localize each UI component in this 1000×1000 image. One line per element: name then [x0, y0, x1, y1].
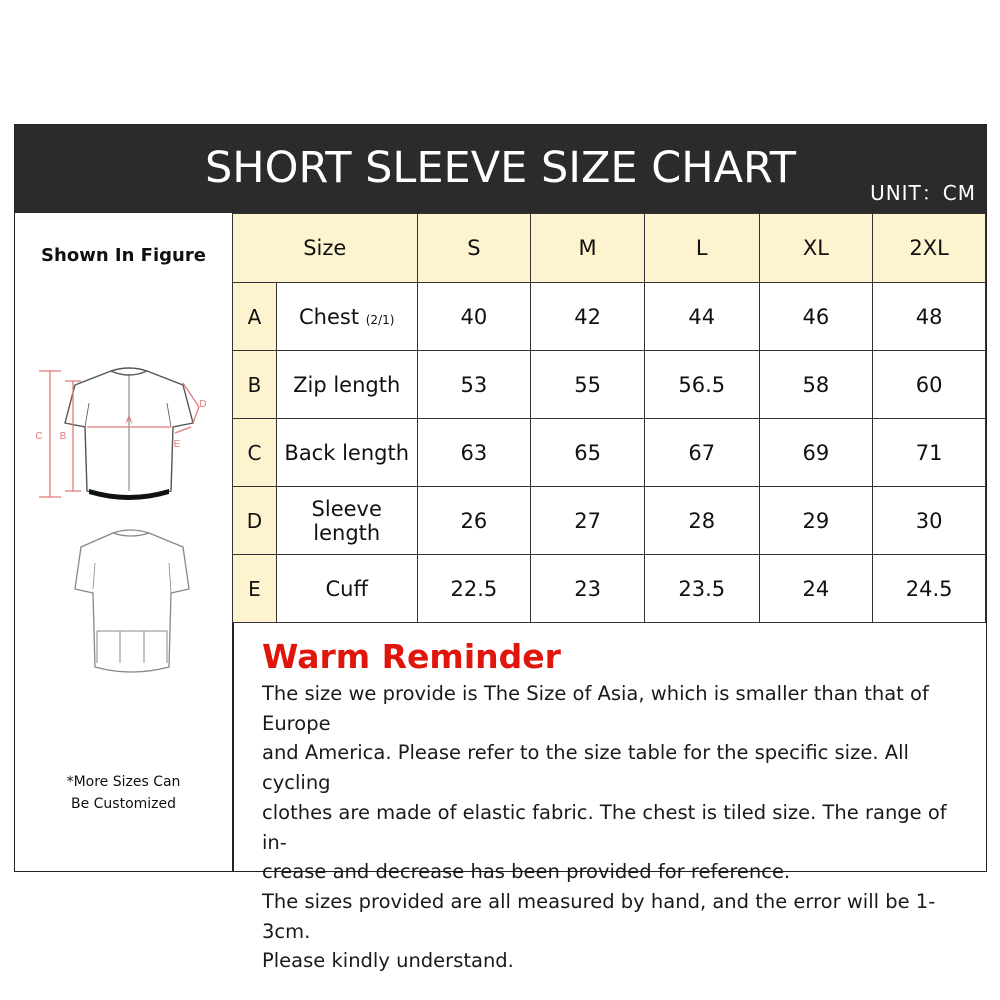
table-cell: 23.5: [644, 555, 759, 623]
size-header-cell: Size: [233, 214, 418, 283]
table-cell: 44: [644, 283, 759, 351]
row-label: [276, 283, 417, 351]
reminder-line: Please kindly understand.: [262, 949, 514, 973]
table-row: [233, 487, 986, 555]
row-label: Sleeve length: [276, 487, 417, 555]
size-column-s: S: [417, 214, 531, 283]
table-cell: 67: [644, 419, 759, 487]
jersey-illustration: [33, 363, 223, 713]
row-letter: D: [233, 487, 277, 555]
table-cell: 30: [873, 487, 986, 555]
row-label-text: Chest: [298, 304, 360, 329]
table-cell: 24.5: [873, 555, 986, 623]
table-cell: 69: [759, 419, 873, 487]
reminder-line: The size we provide is The Size of Asia, which is smaller than that of Europe: [262, 682, 929, 735]
size-column-2xl: 2XL: [873, 214, 986, 283]
size-table: [232, 213, 986, 623]
table-cell: 26: [417, 487, 531, 555]
reminder-line: The sizes provided are all measured by hand, and the error will be 1-3cm.: [262, 889, 936, 943]
jersey-back-outline: [75, 530, 189, 672]
table-cell: 58: [759, 351, 873, 419]
reminder-line: clothes are made of elastic fabric. The chest is tiled size. The range of in-: [262, 800, 947, 854]
figure-letter-e: E: [173, 439, 181, 450]
table-cell: 71: [873, 419, 986, 487]
figure-letter-d: D: [199, 399, 207, 410]
size-column-xl: XL: [759, 214, 873, 283]
chart-header: [15, 125, 986, 213]
table-cell: 24: [759, 555, 873, 623]
figure-letter-c: C: [35, 431, 43, 442]
reminder-title: Warm Reminder: [262, 637, 561, 676]
table-cell: 42: [531, 283, 645, 351]
customize-note-line-2: Be Customized: [70, 796, 177, 812]
row-label: Zip length: [276, 351, 417, 419]
table-cell: 63: [417, 419, 531, 487]
warm-reminder: [248, 623, 986, 973]
figure-letter-b: B: [59, 431, 67, 442]
table-cell: 55: [531, 351, 645, 419]
size-column-l: L: [644, 214, 759, 283]
row-letter: B: [233, 351, 277, 419]
reminder-text: [262, 679, 974, 976]
reminder-line: crease and decrease has been provided for reference.: [262, 860, 791, 884]
table-row: [233, 283, 986, 351]
table-cell: 53: [417, 351, 531, 419]
table-cell: 65: [531, 419, 645, 487]
table-cell: 48: [873, 283, 986, 351]
row-label: Cuff: [276, 555, 417, 623]
table-cell: 56.5: [644, 351, 759, 419]
unit-label: UNIT：CM: [870, 181, 976, 205]
customize-note-line-1: *More Sizes Can: [66, 774, 181, 790]
customize-note: [15, 771, 232, 815]
row-sublabel: (2/1): [365, 312, 395, 327]
figure-letter-a: A: [125, 415, 133, 426]
table-cell: 46: [759, 283, 873, 351]
table-row: [233, 351, 986, 419]
size-chart: [14, 124, 987, 973]
chart-title: SHORT SLEEVE SIZE CHART: [204, 143, 797, 193]
row-letter: A: [233, 283, 277, 351]
table-cell: 22.5: [417, 555, 531, 623]
table-cell: 27: [531, 487, 645, 555]
table-cell: 23: [531, 555, 645, 623]
table-row: [233, 419, 986, 487]
shown-in-figure-label: Shown In Figure: [41, 245, 206, 266]
row-label: Back length: [276, 419, 417, 487]
table-row: [233, 555, 986, 623]
table-cell: 60: [873, 351, 986, 419]
figure-panel: [15, 213, 234, 871]
row-letter: C: [233, 419, 277, 487]
row-letter: E: [233, 555, 277, 623]
table-header-row: [233, 214, 986, 283]
table-cell: 40: [417, 283, 531, 351]
table-cell: 29: [759, 487, 873, 555]
table-cell: 28: [644, 487, 759, 555]
size-column-m: M: [531, 214, 645, 283]
jersey-front-outline: [65, 368, 193, 497]
reminder-line: and America. Please refer to the size table for the specific size. All cycling: [262, 741, 909, 795]
